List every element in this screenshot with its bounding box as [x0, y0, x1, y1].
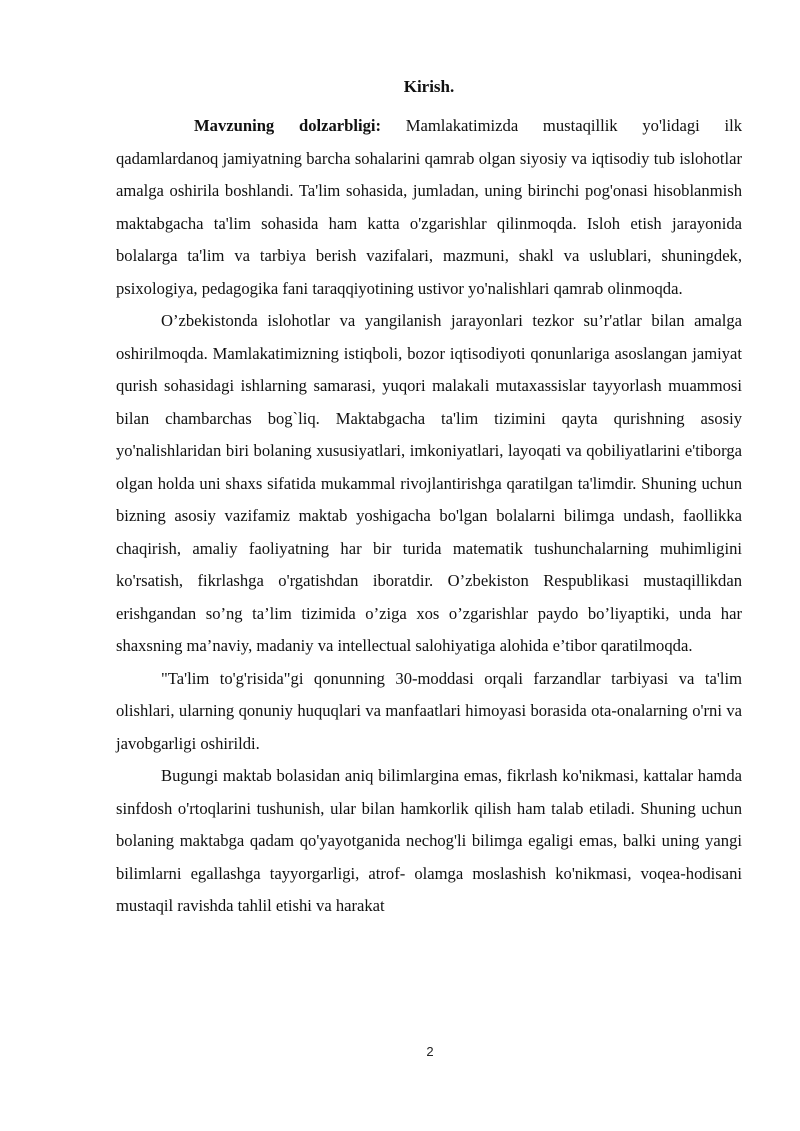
relevance-heading: Mavzuning dolzarbligi: — [194, 116, 382, 135]
page-number: 2 — [426, 1044, 434, 1059]
paragraph-education-law: "Ta'lim to'g'risida"gi qonunning 30-moddasi orqali farzandlar tarbiyasi va ta'lim olishlari, ularning qonuniy huquqlari va manfaatlari himoyasi borasida ota-onalarning o'rni va javobgarligi oshirildi. — [116, 668, 742, 753]
relevance-text: Mamlakatimizda mustaqillik yo'lidagi ilk qadamlardanoq jamiyatning barcha sohalarini qamrab olgan siyosiy va iqtisodiy tub islohotlar amalga oshirila boshlandi. Ta'lim sohasida, jumladan, uning birinchi pog'onasi hisoblanmish maktabgacha ta'lim sohasida ham katta o'zgarishlar qilinmoqda. Isloh etish jarayonida bolalarga ta'lim va tarbiya berish vazifalari, mazmuni, shakl va uslublari, shuningdek, psixologiya, pedagogika fani taraqqiyotining ustivor yo'nalishlari qamrab olinmoqda. — [116, 116, 742, 298]
paragraph-school-readiness: Bugungi maktab bolasidan aniq bilimlargina emas, fikrlash ko'nikmasi, kattalar hamda sinfdosh o'rtoqlarini tushunish, ular bilan hamkorlik qilish ham talab etiladi. Shuning uchun bolaning maktabga qadam qo'yayotganida nechog'li bilimga egaligi emas, balki uning yangi bilimlarni egallashga tayyorgarligi, atrof- olamga moslashish ko'nikmasi, voqea-hodisani mustaqil ravishda tahlil etishi va harakat — [116, 766, 742, 915]
document-title: Kirish. — [403, 77, 455, 96]
paragraph-reforms: O’zbekistonda islohotlar va yangilanish jarayonlari tezkor su’r'atlar bilan amalga oshirilmoqda. Mamlakatimizning istiqboli, bozor iqtisodiyoti qonunlariga asoslangan jamiyat qurish sohasidagi ishlarning samarasi, yuqori malakali mutaxassislar tayyorlash muammosi bilan chambarchas bog`liq. Maktabgacha ta'lim tizimini qayta qurishning asosiy yo'nalishlaridan biri bolaning xususiyatlari, imkoniyatlari, layoqati va qobiliyatlarini e'tiborga olgan holda uni shaxs sifatida mukammal rivojlantirishga qaratilgan ta'limdir. Shuning uchun bizning asosiy vazifamiz maktab yoshigacha bo'lgan bolalarni bilimga undash, faollikka chaqirish, amaliy faoliyatning har bir turida matematik tushunchalarning muhimligini ko'rsatish, fikrlashga o'rgatishdan iboratdir. O’zbekiston Respublikasi mustaqillikdan erishgandan so’ng ta’lim tizimida o’ziga xos o’zgarishlar paydo bo’liyaptiki, unda har shaxsning ma’naviy, madaniy va intellectual salohiyatiga alohida e’tibor qaratilmoqda. — [116, 311, 742, 655]
paragraph-relevance — [116, 110, 742, 305]
document-page — [116, 76, 742, 923]
